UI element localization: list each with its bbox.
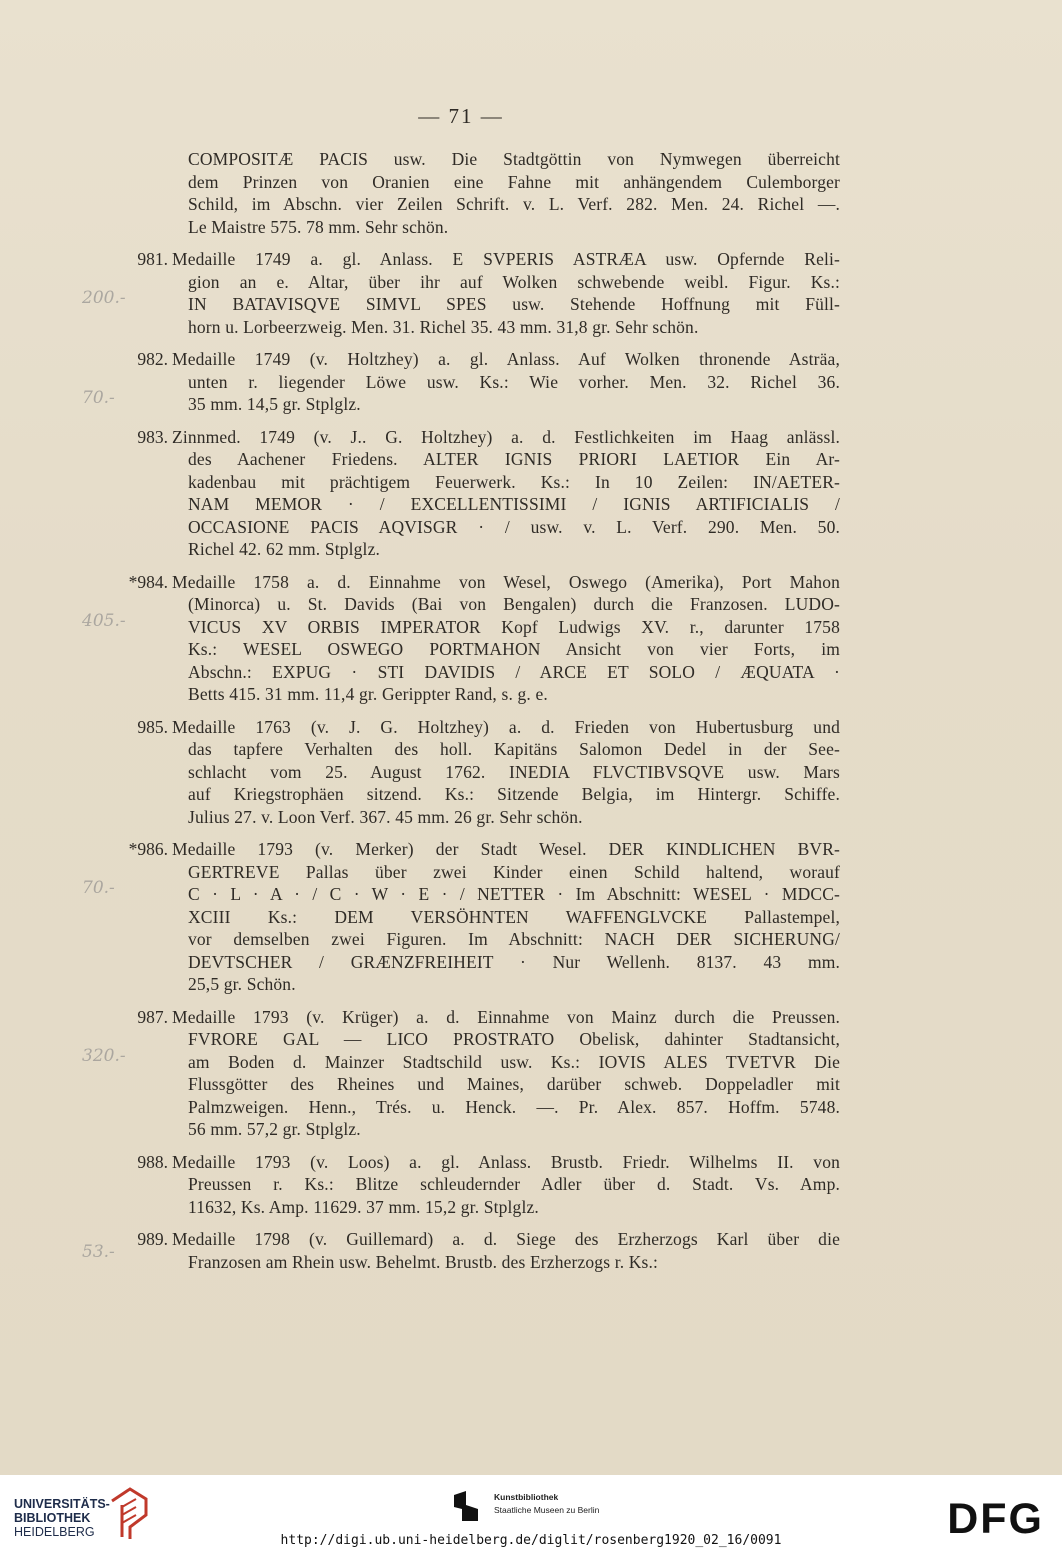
pencil-price-note: 405.-	[82, 610, 126, 631]
entry-line: Le Maistre 575. 78 mm. Sehr schön.	[188, 216, 449, 237]
ub-line-2: BIBLIOTHEK	[14, 1511, 91, 1525]
catalog-entries	[82, 148, 840, 1283]
entry-text	[172, 1006, 840, 1141]
kb-line-1: Kunstbibliothek	[494, 1492, 559, 1502]
entry-text	[172, 248, 840, 338]
entry-line: Betts 415. 31 mm. 11,4 gr. Gerippter Rand, s. g. e.	[188, 684, 548, 704]
entry-text	[172, 716, 840, 829]
ub-line-3: HEIDELBERG	[14, 1525, 95, 1539]
entry-line: Franzosen am Rhein usw. Behelmt. Brustb. des Erzherzogs r. Ks.:	[188, 1251, 659, 1272]
entry-line: Medaille 1793 (v. Loos) a. gl. Anlass. Brustb. Friedr. Wilhelms II. von	[172, 1151, 840, 1172]
entry-line: Abschn.: EXPUG · STI DAVIDIS / ARCE ET SOLO / ÆQUATA ·	[188, 661, 840, 682]
catalog-entry	[100, 716, 840, 829]
entry-line: XCIII Ks.: DEM VERSÖHNTEN WAFFENGLVCKE Pallastempel,	[188, 906, 840, 927]
catalog-entry	[100, 1151, 840, 1219]
entry-line: NAM MEMOR · / EXCELLENTISSIMI / IGNIS ARTIFICIALIS /	[188, 494, 840, 514]
catalog-entry	[82, 348, 840, 416]
entry-text	[172, 1228, 840, 1273]
entry-text	[172, 348, 840, 416]
entry-line: VICUS XV ORBIS IMPERATOR Kopf Ludwigs XV. r., darunter 1758	[188, 616, 840, 637]
entry-number: 981.	[137, 249, 168, 269]
kunstbibliothek-text	[494, 1491, 599, 1517]
entry-text	[172, 426, 840, 561]
entry-line: vor demselben zwei Figuren. Im Abschnitt: NACH DER SICHERUNG/	[188, 929, 840, 949]
entry-line: IN BATAVISQVE SIMVL SPES usw. Stehende Hoffnung mit Füll-	[188, 294, 840, 314]
entry-line: Medaille 1793 (v. Merker) der Stadt Wesel. DER KINDLICHEN BVR-	[172, 839, 840, 859]
entry-line: kadenbau mit prächtigem Feuerwerk. Ks.: In 10 Zeilen: IN/AETER-	[188, 471, 840, 492]
entry-number: 989.	[137, 1229, 168, 1249]
entry-line: Medaille 1763 (v. J. G. Holtzhey) a. d. Frieden von Hubertusburg und	[172, 716, 840, 737]
entry-line: 11632, Ks. Amp. 11629. 37 mm. 15,2 gr. Stplglz.	[188, 1196, 539, 1217]
catalog-entry	[100, 426, 840, 561]
entry-line: am Boden d. Mainzer Stadtschild usw. Ks.: IOVIS ALES TVETVR Die	[188, 1051, 840, 1072]
entry-line: FVRORE GAL — LICO PROSTRATO Obelisk, dahinter Stadtansicht,	[188, 1029, 840, 1049]
dfg-logo[interactable]: DFG	[947, 1495, 1044, 1543]
entry-line: unten r. liegender Löwe usw. Ks.: Wie vorher. Men. 32. Richel 36.	[188, 371, 840, 392]
entry-number: *984.	[128, 571, 168, 592]
entry-line: Preussen r. Ks.: Blitze schleudernder Adler über d. Stadt. Vs. Amp.	[188, 1174, 840, 1194]
entry-line: schlacht vom 25. August 1762. INEDIA FLVCTIBVSQVE usw. Mars	[188, 761, 840, 782]
entry-line: Medaille 1798 (v. Guillemard) a. d. Siege des Erzherzogs Karl über die	[172, 1229, 840, 1249]
page-number: — 71 —	[418, 104, 504, 128]
pencil-price-note: 53.-	[82, 1242, 115, 1262]
entry-line: COMPOSITÆ PACIS usw. Die Stadtgöttin von Nymwegen überreicht	[188, 149, 840, 169]
catalog-entry	[82, 571, 840, 706]
footer-bar	[0, 1475, 1062, 1553]
catalog-entry	[82, 248, 840, 338]
entry-line: Palmzweigen. Henn., Trés. u. Henck. —. Pr. Alex. 857. Hoffm. 5748.	[188, 1096, 840, 1117]
ub-line-1: UNIVERSITÄTS-	[14, 1497, 110, 1511]
entry-line: 25,5 gr. Schön.	[188, 974, 296, 994]
source-url[interactable]: http://digi.ub.uni-heidelberg.de/diglit/rosenberg1920_02_16/0091	[280, 1533, 782, 1548]
entry-line: Zinnmed. 1749 (v. J.. G. Holtzhey) a. d. Festlichkeiten im Haag anlässl.	[172, 426, 840, 447]
entry-number: *986.	[128, 839, 168, 859]
entry-text	[172, 838, 840, 996]
entry-number: 985.	[137, 716, 168, 737]
entry-line: DEVTSCHER / GRÆNZFREIHEIT · Nur Wellenh. 8137. 43 mm.	[188, 951, 840, 972]
entry-line: GERTREVE Pallas über zwei Kinder einen Schild haltend, worauf	[188, 861, 840, 882]
entry-line: Flussgötter des Rheines und Maines, darüber schweb. Doppeladler mit	[188, 1074, 840, 1094]
entry-number: 982.	[137, 349, 168, 369]
pencil-price-note: 200.-	[82, 288, 126, 308]
entry-number: 987.	[137, 1006, 168, 1027]
entry-number: 988.	[137, 1151, 168, 1172]
entry-line: 56 mm. 57,2 gr. Stplglz.	[188, 1119, 361, 1139]
entry-line: Ks.: WESEL OSWEGO PORTMAHON Ansicht von vier Forts, im	[188, 639, 840, 659]
entry-line: das tapfere Verhalten des holl. Kapitäns Salomon Dedel in der See-	[188, 739, 840, 759]
entry-line: 35 mm. 14,5 gr. Stplglz.	[188, 394, 361, 414]
entry-line: des Aachener Friedens. ALTER IGNIS PRIORI LAETIOR Ein Ar-	[188, 449, 840, 469]
entry-line: auf Kriegstrophäen sitzend. Ks.: Sitzende Belgia, im Hintergr. Schiffe.	[188, 784, 840, 804]
catalog-entry	[82, 838, 840, 996]
catalog-entry	[100, 148, 840, 238]
entry-number: 983.	[137, 426, 168, 447]
entry-line: C · L · A · / C · W · E · / NETTER · Im Abschnitt: WESEL · MDCC-	[188, 884, 840, 904]
catalog-entry	[82, 1228, 840, 1273]
entry-line: Medaille 1758 a. d. Einnahme von Wesel, Oswego (Amerika), Port Mahon	[172, 571, 840, 592]
entry-line: Medaille 1793 (v. Krüger) a. d. Einnahme von Mainz durch die Preussen.	[172, 1006, 840, 1027]
entry-line: gion an e. Altar, über ihr auf Wolken schwebende weibl. Figur. Ks.:	[188, 271, 840, 292]
entry-line: Schild, im Abschn. vier Zeilen Schrift. v. L. Verf. 282. Men. 24. Richel —.	[188, 194, 840, 214]
entry-text	[172, 148, 840, 238]
entry-line: Medaille 1749 (v. Holtzhey) a. gl. Anlass. Auf Wolken thronende Asträa,	[172, 349, 840, 369]
entry-line: dem Prinzen von Oranien eine Fahne mit anhängendem Culemborger	[188, 171, 840, 192]
pencil-price-note: 320.-	[82, 1045, 126, 1066]
entry-text	[172, 1151, 840, 1219]
entry-line: Medaille 1749 a. gl. Anlass. E SVPERIS ASTRÆA usw. Opfernde Reli-	[172, 249, 840, 269]
entry-line: Julius 27. v. Loon Verf. 367. 45 mm. 26 gr. Sehr schön.	[188, 806, 583, 827]
kb-line-2: Staatliche Museen zu Berlin	[494, 1505, 600, 1515]
pencil-price-note: 70.-	[82, 388, 115, 408]
entry-line: Richel 42. 62 mm. Stplglz.	[188, 539, 381, 559]
pencil-price-note: 70.-	[82, 878, 115, 898]
catalog-entry	[82, 1006, 840, 1141]
entry-line: (Minorca) u. St. Davids (Bai von Bengalen) durch die Franzosen. LUDO-	[188, 594, 840, 614]
entry-text	[172, 571, 840, 706]
kunstbibliothek-logo-icon[interactable]	[452, 1489, 482, 1523]
entry-line: horn u. Lorbeerzweig. Men. 31. Richel 35. 43 mm. 31,8 gr. Sehr schön.	[188, 316, 699, 337]
entry-line: OCCASIONE PACIS AQVISGR · / usw. v. L. Verf. 290. Men. 50.	[188, 516, 840, 537]
